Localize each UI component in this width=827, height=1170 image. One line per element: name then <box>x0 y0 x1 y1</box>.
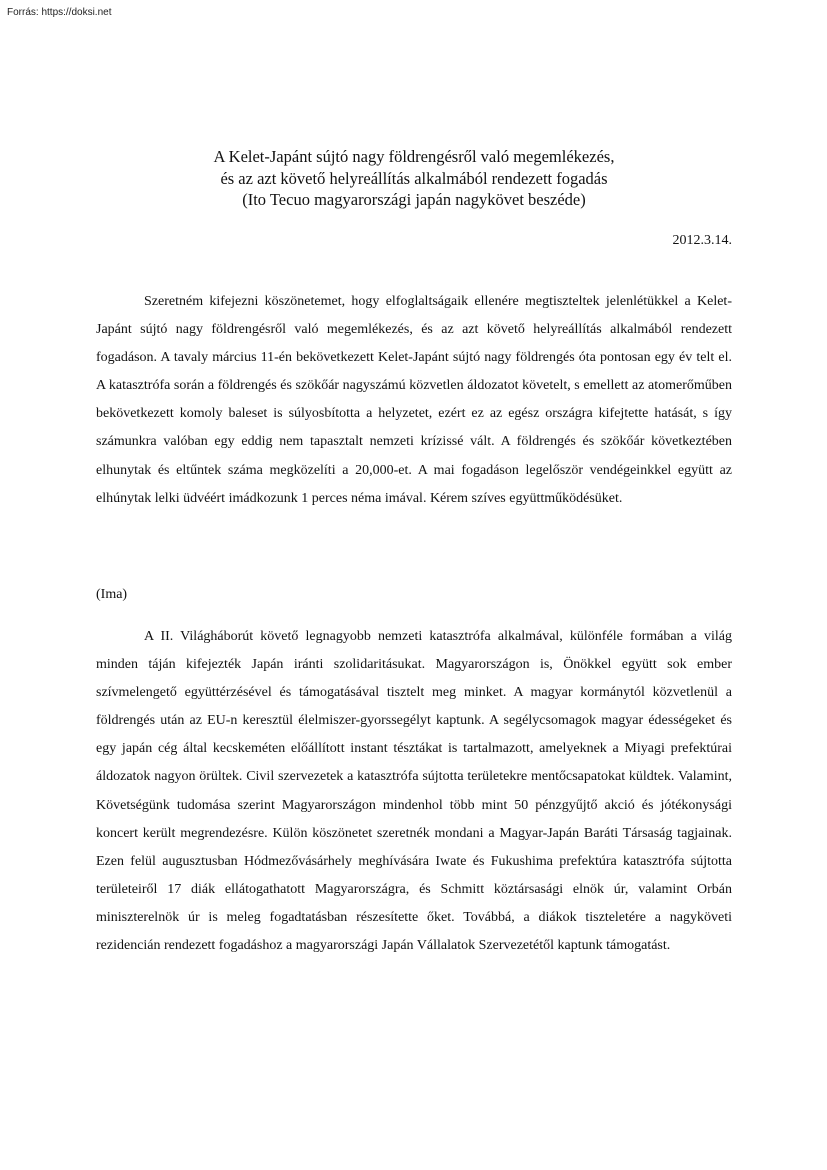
document-date: 2012.3.14. <box>672 233 732 248</box>
title-line-3: (Ito Tecuo magyarországi japán nagykövet beszéde) <box>242 190 586 209</box>
paragraph-1: Szeretném kifejezni köszönetemet, hogy elfoglaltságaik ellenére megtiszteltek jelenlétükkel a Kelet-Japánt sújtó nagy földrengésről való megemlékezés, és az azt követő helyreállítás alkalmából rendezett fogadáson. A tavaly március 11-én bekövetkezett Kelet-Japánt sújtó nagy földrengés óta pontosan egy év telt el. A katasztrófa során a földrengés és szökőár nagyszámú közvetlen áldozatot követelt, s emellett az atomerőműben bekövetkezett komoly baleset is súlyosbította a helyzetet, ezért ez az egész országra kifejtette hatását, s így számunkra valóban egy eddig nem tapasztalt nemzeti krízissé vált. A földrengés és szökőár következtében elhunytak és eltűntek száma megközelíti a 20,000-et. A mai fogadáson legelőször vendégeinkkel együtt az elhúnytak lelki üdvéért imádkozunk 1 perces néma imával. Kérem szíves együttműködésüket. <box>96 294 732 506</box>
document-title <box>96 146 732 211</box>
title-line-2: és az azt követő helyreállítás alkalmából rendezett fogadás <box>220 168 608 188</box>
title-line-1: A Kelet-Japánt sújtó nagy földrengésről való megemlékezés, <box>213 147 615 166</box>
paragraph-ima: (Ima) <box>96 587 128 602</box>
paragraph-2: A II. Világháborút követő legnagyobb nemzeti katasztrófa alkalmával, különféle formában a világ minden táján kifejezték Japán iránti szolidaritásukat. Magyarországon is, Önökkel együtt sok ember szívmelengető együttérzésével és támogatásával tisztelt meg minket. A magyar kormánytól közvetlenül a földrengés után az EU-n keresztül élelmiszer-gyorssegélyt kaptunk. A segélycsomagok magyar édességeket és egy japán cég által kecskeméten előállított instant tésztákat is tartalmazott, amelyeknek a Miyagi prefektúrai áldozatok nagyon örültek. Civil szervezetek a katasztrófa sújtotta területekre mentőcsapatokat küldtek. Valamint, Követségünk tudomása szerint Magyarországon mindenhol több mint 50 pénzgyűjtő akció és jótékonysági koncert került megrendezésre. Külön köszönetet szeretnék mondani a Magyar-Japán Baráti Társaság tagjainak. Ezen felül augusztusban Hódmezővásárhely meghívására Iwate és Fukushima prefektúra katasztrófa sújtotta területeiről 17 diák ellátogathatott Magyarországra, és Schmitt köztársasági elnök úr, valamint Orbán miniszterelnök úr is meleg fogadtatásban részesítette őket. Továbbá, a diákok tiszteletére a nagyköveti rezidencián rendezett fogadáshoz a magyarországi Japán Vállalatok Szervezetétől kaptunk támogatást. <box>96 629 732 954</box>
source-label: Forrás: https://doksi.net <box>7 7 112 18</box>
